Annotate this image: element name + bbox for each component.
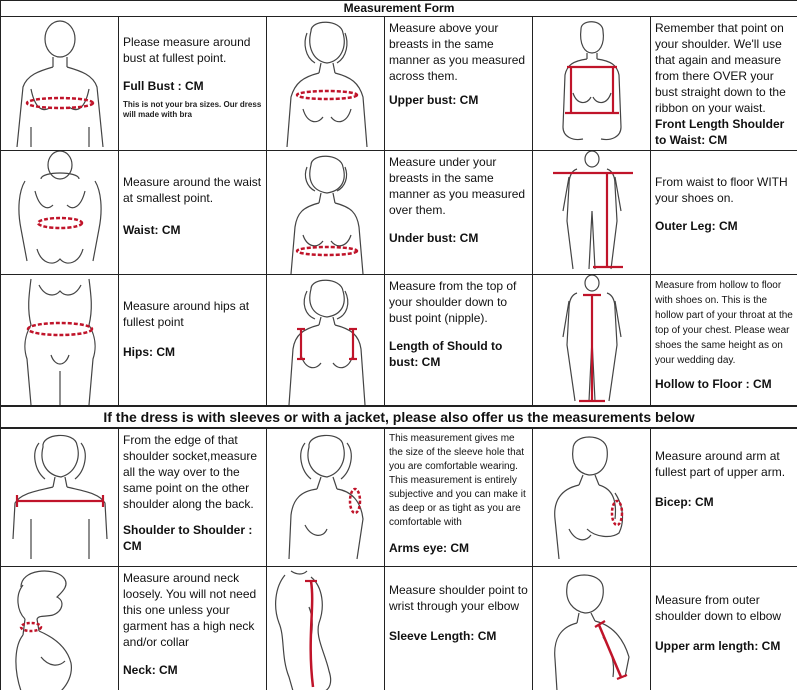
upper-bust-cell: [385, 17, 533, 151]
full-bust-illustration: [1, 17, 119, 151]
full-bust-desc: Please measure around bust at fullest point.: [123, 35, 251, 65]
under-bust-cell: [385, 151, 533, 275]
outer-leg-cell: [651, 151, 797, 275]
shoulder-shoulder-illustration: [1, 428, 119, 567]
sleeve-length-illustration: [267, 567, 385, 690]
neck-desc: Measure around neck loosely. You will not need this one unless your garment has a high neck and/or collar: [123, 571, 257, 649]
sleeve-length-desc: Measure shoulder point to wrist through your elbow: [389, 583, 528, 613]
front-length-illustration: [533, 17, 651, 151]
waist-desc: Measure around the waist at smallest point.: [123, 175, 262, 205]
front-length-desc: Remember that point on your shoulder. We'll use that again and measure from there OVER your bust straight down to the ribbon on your waist.: [655, 21, 786, 115]
full-bust-note: This is not your bra sizes. Our dress will made with bra: [123, 100, 262, 119]
outer-leg-label: Outer Leg: CM: [655, 219, 738, 233]
bicep-cell: [651, 428, 797, 567]
waist-label: Waist: CM: [123, 223, 181, 237]
waist-cell: [119, 151, 267, 275]
upper-arm-cell: [651, 567, 797, 690]
hollow-floor-desc: Measure from hollow to floor with shoes on. This is the hollow part of your throat at the top of your chest. Please wear shoes the same height as on your wedding day.: [655, 280, 793, 366]
neck-cell: [119, 567, 267, 690]
front-length-cell: [651, 17, 797, 151]
upper-arm-label: Upper arm length: CM: [655, 639, 781, 653]
bicep-desc: Measure around arm at fullest part of upper arm.: [655, 449, 786, 479]
hips-cell: [119, 275, 267, 407]
shoulder-bust-cell: [385, 275, 533, 407]
outer-leg-desc: From waist to floor WITH your shoes on.: [655, 175, 788, 205]
arms-eye-label: Arms eye: CM: [389, 541, 470, 555]
waist-illustration: [1, 151, 119, 275]
hips-desc: Measure around hips at fullest point: [123, 299, 250, 329]
upper-arm-illustration: [533, 567, 651, 690]
hollow-floor-cell: [651, 275, 797, 407]
hollow-floor-illustration: [533, 275, 651, 407]
shoulder-bust-illustration: [267, 275, 385, 407]
upper-bust-label: Upper bust: CM: [389, 93, 479, 107]
under-bust-desc: Measure under your breasts in the same manner as you measured over them.: [389, 155, 526, 217]
bicep-illustration: [533, 428, 651, 567]
arms-eye-desc: This measurement gives me the size of the sleeve hole that you are comfortable wearing. This measurement is entirely subjective and you can make it as deep or as tight as you are comfortable with: [389, 433, 526, 528]
shoulder-shoulder-cell: [119, 428, 267, 567]
neck-label: Neck: CM: [123, 663, 178, 677]
arms-eye-cell: [385, 428, 533, 567]
shoulder-shoulder-desc: From the edge of that shoulder socket,measure all the way over to the same point on the other shoulder along the back.: [123, 433, 258, 511]
neck-illustration: [1, 567, 119, 690]
shoulder-shoulder-label: Shoulder to Shoulder : CM: [123, 523, 253, 553]
under-bust-illustration: [267, 151, 385, 275]
full-bust-label: Full Bust : CM: [123, 79, 204, 93]
upper-bust-desc: Measure above your breasts in the same manner as you measured across them.: [389, 21, 526, 83]
sleeve-length-cell: [385, 567, 533, 690]
hips-illustration: [1, 275, 119, 407]
hollow-floor-label: Hollow to Floor : CM: [655, 377, 772, 391]
hips-label: Hips: CM: [123, 345, 175, 359]
form-title: Measurement Form: [1, 1, 797, 17]
under-bust-label: Under bust: CM: [389, 231, 479, 245]
arms-eye-illustration: [267, 428, 385, 567]
sleeve-length-label: Sleeve Length: CM: [389, 629, 497, 643]
front-length-label: Front Length Shoulder to Waist: CM: [655, 117, 785, 147]
sleeves-banner: If the dress is with sleeves or with a jacket, please also offer us the measurements below: [1, 406, 797, 428]
outer-leg-illustration: [533, 151, 651, 275]
full-bust-cell: [119, 17, 267, 151]
bicep-label: Bicep: CM: [655, 495, 714, 509]
upper-arm-desc: Measure from outer shoulder down to elbow: [655, 593, 782, 623]
shoulder-bust-label: Length of Should to bust: CM: [389, 339, 503, 369]
shoulder-bust-desc: Measure from the top of your shoulder down to bust point (nipple).: [389, 279, 517, 325]
upper-bust-illustration: [267, 17, 385, 151]
